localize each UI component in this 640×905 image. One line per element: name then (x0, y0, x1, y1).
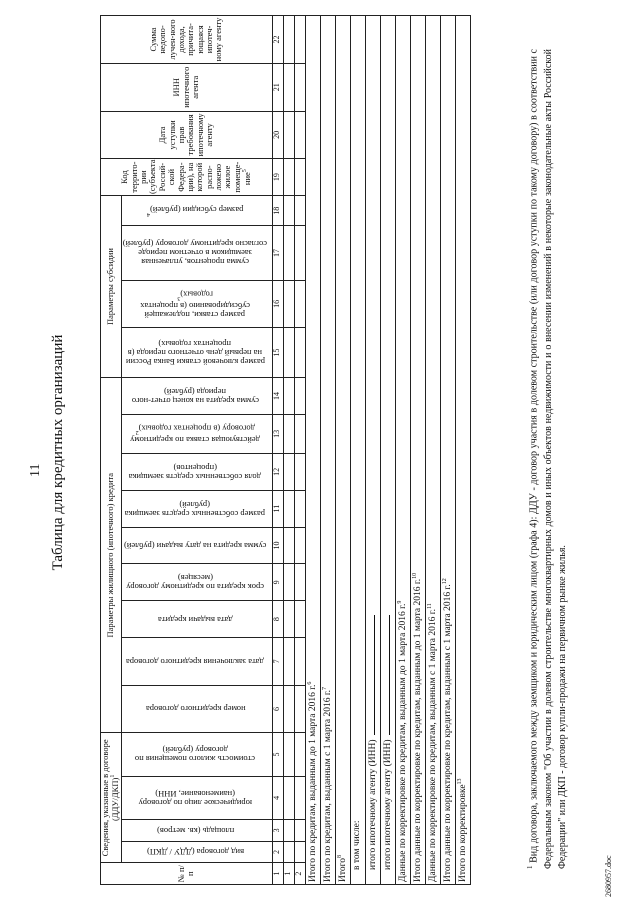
summary-row (305, 16, 320, 885)
summary-row-label (320, 16, 335, 885)
column-number: 8 (272, 601, 283, 638)
header-issue-date: дата выдачи кредита (121, 601, 272, 638)
header-subsidy-amount: размер субсидии (рублей)$^4$ (121, 196, 272, 226)
column-number: 15 (272, 328, 283, 378)
footnote-marker: 12 (441, 578, 448, 585)
column-number: 2 (272, 841, 283, 863)
summary-row-label (305, 16, 320, 885)
header-agent-inn: ИНН ипотечного агента (101, 63, 273, 111)
row-number: 2 (294, 863, 305, 885)
column-number: 10 (272, 527, 283, 564)
page-title: Таблица для кредитных организаций (50, 334, 66, 571)
column-number: 1 (272, 863, 283, 885)
summary-row-text: Итого по кредитам, выданным с 1 марта 2016 г. (322, 689, 333, 882)
summary-row (395, 16, 410, 885)
header-col-no: № п/п (101, 863, 273, 885)
column-number: 13 (272, 414, 283, 453)
footnote-marker: 7 (321, 686, 328, 690)
header-area: площадь (кв. метров) (121, 820, 272, 842)
column-number: 7 (272, 638, 283, 686)
data-row (294, 16, 305, 885)
footnote-marker: 8 (336, 854, 343, 858)
column-number: 5 (272, 733, 283, 776)
column-number: 19 (272, 159, 283, 196)
data-row (283, 16, 294, 885)
footnote-text: Вид договора, заключаемого между заемщиком и юридическим лицом (графа 4): ДДУ - договор участия в долевом строительстве (или договор уступки по такому договору) в соответствии с Федеральным законом "Об участии в долевом строительстве многоквартирных домов и иных объектов недвижимости и о внесении изменений в некоторые законодательные акты Российской Федерации" или ДКП - договор купли-продажи на первичном рынке жилья. (528, 49, 569, 869)
summary-row-label (365, 16, 380, 885)
summary-row (380, 16, 395, 885)
column-number: 16 (272, 280, 283, 328)
column-number: 14 (272, 378, 283, 415)
credit-organizations-table (100, 15, 471, 885)
header-group-contract: Сведения, указанные в договоре $(ДДУ/ДКП)^1$ (101, 733, 122, 863)
column-number: 22 (272, 16, 283, 64)
summary-row (320, 16, 335, 885)
summary-row-text: итого ипотечному агенту (ИНН) (383, 739, 394, 870)
header-property-cost: стоимость жилого помещения по договору (рублей) (121, 733, 272, 776)
summary-row-label (440, 16, 455, 885)
header-own-funds: размер собственных средств заемщика (рублей) (121, 490, 272, 527)
summary-row-label (350, 16, 365, 885)
column-number: 6 (272, 685, 283, 733)
footnote-marker: 9 (396, 600, 403, 604)
header-lost-income: Сумма недопо-лучен-ного дохода, причита-ющаяся ипотеч-ному агенту (101, 16, 273, 64)
summary-row-text: Итого данные по корректировке по кредитам, выданным с 1 марта 2016 г. (442, 584, 453, 882)
header-credit-term: срок кредита по кредитному договору (месяцев) (121, 564, 272, 601)
footnote-1 (525, 49, 571, 869)
summary-row-text: Итого данные по корректировке по кредитам, выданным до 1 марта 2016 г. (412, 578, 423, 882)
header-credit-number: номер кредитного договора (121, 685, 272, 733)
header-legal-entity: юридическое лицо по договору (наименование, ИНН) (121, 776, 272, 819)
fill-in-line (381, 616, 390, 736)
header-credit-date: дата заключения кредитного договора (121, 638, 272, 686)
header-balance-end: сумма кредита на конец отчет-ного периода (рублей) (121, 378, 272, 415)
summary-row-text: Итого по корректировке (457, 784, 468, 882)
column-number: 21 (272, 63, 283, 111)
footnote-marker: 6 (306, 681, 313, 685)
file-code: 2680957.doc (604, 855, 613, 897)
header-assignment-date: Дата уступки прав требования ипотечному агенту (101, 111, 273, 159)
summary-row (350, 16, 365, 885)
column-number: 17 (272, 226, 283, 280)
footnote-marker: 1 (526, 865, 534, 869)
footnote-marker: 10 (411, 572, 418, 579)
footnote-marker: 13 (456, 778, 463, 785)
fill-in-line (366, 616, 375, 736)
summary-row-label (380, 16, 395, 885)
summary-row (455, 16, 470, 885)
summary-row-text: итого ипотечному агенту (ИНН) (368, 739, 379, 870)
column-number: 20 (272, 111, 283, 159)
row-number: 1 (283, 863, 294, 885)
summary-row-label (455, 16, 470, 885)
summary-row-text: в том числе: (352, 820, 363, 870)
footnote-marker: 11 (426, 603, 433, 610)
column-number: 11 (272, 490, 283, 527)
header-own-funds-share: доля собственных средств заемщика (процентов) (121, 453, 272, 490)
column-number: 3 (272, 820, 283, 842)
summary-row-text: Итого (337, 857, 348, 882)
header-subsidized-rate: размер ставки, подлежащей субсидированию (в процентах годовых)$^3$ (121, 280, 272, 328)
summary-row (425, 16, 440, 885)
column-numbers-row (272, 16, 283, 885)
header-territory-code: Код террито-рии (субъекта Россий-ской Федера-ции), на которой распо-ложено жилое помеще-ние$^5$ (101, 159, 273, 196)
column-number: 12 (272, 453, 283, 490)
summary-row-text: Итого по кредитам, выданным до 1 марта 2016 г. (307, 684, 318, 882)
summary-row-text: Данные по корректировке по кредитам, выданным с 1 марта 2016 г. (427, 609, 438, 882)
header-key-rate: размер ключевой ставки Банка России на первый день отчетного периода (в процентах годовых) (121, 328, 272, 378)
summary-row (335, 16, 350, 885)
summary-row (410, 16, 425, 885)
header-current-rate: действующая ставка по кредитному договору (в процентах годовых)$^2$ (121, 414, 272, 453)
header-contract-type: вид договора (ДДУ / ДКП) (121, 841, 272, 863)
summary-row (440, 16, 455, 885)
summary-row-label (410, 16, 425, 885)
summary-row-label (425, 16, 440, 885)
summary-row-label (395, 16, 410, 885)
header-group-credit: Параметры жилищного (ипотечного) кредита (101, 378, 122, 733)
summary-row-label (335, 16, 350, 885)
column-number: 4 (272, 776, 283, 819)
column-number: 9 (272, 564, 283, 601)
header-credit-amount: сумма кредита на дату выдачи (рублей) (121, 527, 272, 564)
page-number: 11 (28, 463, 43, 477)
header-interest-paid: сумма процентов, уплаченная заемщиком в отчетном периоде согласно кредитному договору (рублей) (121, 226, 272, 280)
column-number: 18 (272, 196, 283, 226)
header-group-subsidy: Параметры субсидии (101, 196, 122, 378)
summary-row (365, 16, 380, 885)
summary-row-text: Данные по корректировке по кредитам, выданным до 1 марта 2016 г. (397, 603, 408, 882)
